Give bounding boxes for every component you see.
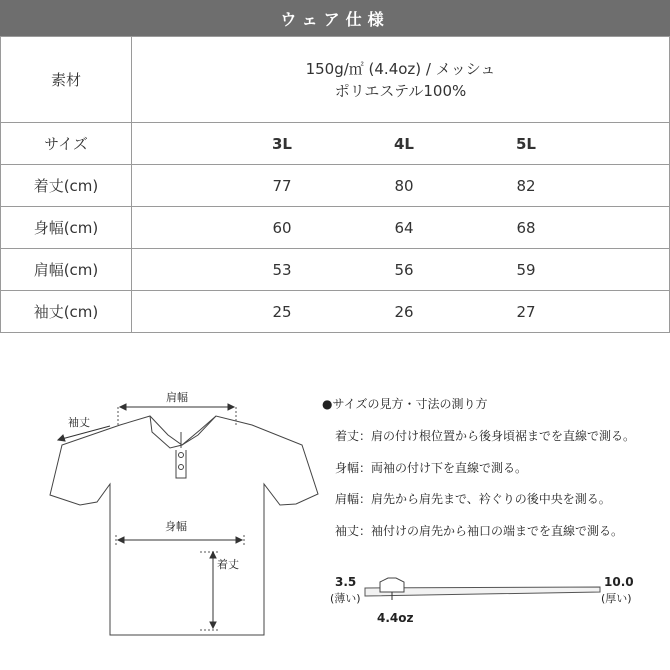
cell: 27 [516,302,536,321]
row-label: 着丈(cm) [1,165,132,207]
cell: 60 [272,218,292,237]
spec-title: ウェア仕様 [280,9,390,29]
note-item: 身幅：両袖の付け下を直線で測る。 [335,461,528,475]
note-item: 肩幅：肩先から肩先まで、衿ぐりの後中央を測る。 [335,492,611,506]
table-row [1,249,670,291]
sleeve-label: 袖丈 [68,416,90,429]
cell: 82 [516,176,536,195]
note-item: 袖丈：袖付けの肩先から袖口の端までを直線で測る。 [335,524,624,538]
thickness-min-label: (薄い) [330,592,361,605]
shirt-marker-icon [380,578,404,592]
row-label: 肩幅(cm) [1,249,132,291]
cell: 59 [516,260,536,279]
row-label: 袖丈(cm) [1,291,132,333]
size-3l: 3L [272,134,292,153]
thickness-min-value: 3.5 [335,575,357,589]
cell: 26 [394,302,414,321]
thickness-max-value: 10.0 [604,575,634,589]
shoulder-label: 肩幅 [166,391,188,404]
size-4l: 4L [394,134,414,153]
cell: 80 [394,176,414,195]
cell: 77 [272,176,292,195]
cell: 68 [516,218,536,237]
cell: 53 [272,260,292,279]
material-row [1,37,670,123]
cell: 56 [394,260,414,279]
material-value [132,37,670,123]
chest-label: 身幅 [165,520,187,533]
table-row [1,165,670,207]
thickness-current: 4.4oz [377,611,414,625]
cell: 25 [272,302,292,321]
size-5l: 5L [516,134,536,153]
table-row [1,207,670,249]
thickness-max-label: (厚い) [601,592,632,605]
note-item: 着丈：肩の付け根位置から後身頃裾までを直線で測る。 [335,429,636,443]
spec-header [0,0,670,36]
material-label: 素材 [1,37,132,123]
table-row [1,291,670,333]
size-values [132,123,670,165]
material-line2: ポリエステル100% [334,81,467,100]
spec-table [0,36,670,333]
size-label: サイズ [1,123,132,165]
shirt-diagram [0,336,320,670]
length-label: 着丈 [217,558,239,571]
size-row [1,123,670,165]
material-line1: 150g/㎡ (4.4oz) / メッシュ [305,59,496,78]
notes-title: ●サイズの見方・寸法の測り方 [322,397,488,411]
row-label: 身幅(cm) [1,207,132,249]
cell: 64 [394,218,414,237]
